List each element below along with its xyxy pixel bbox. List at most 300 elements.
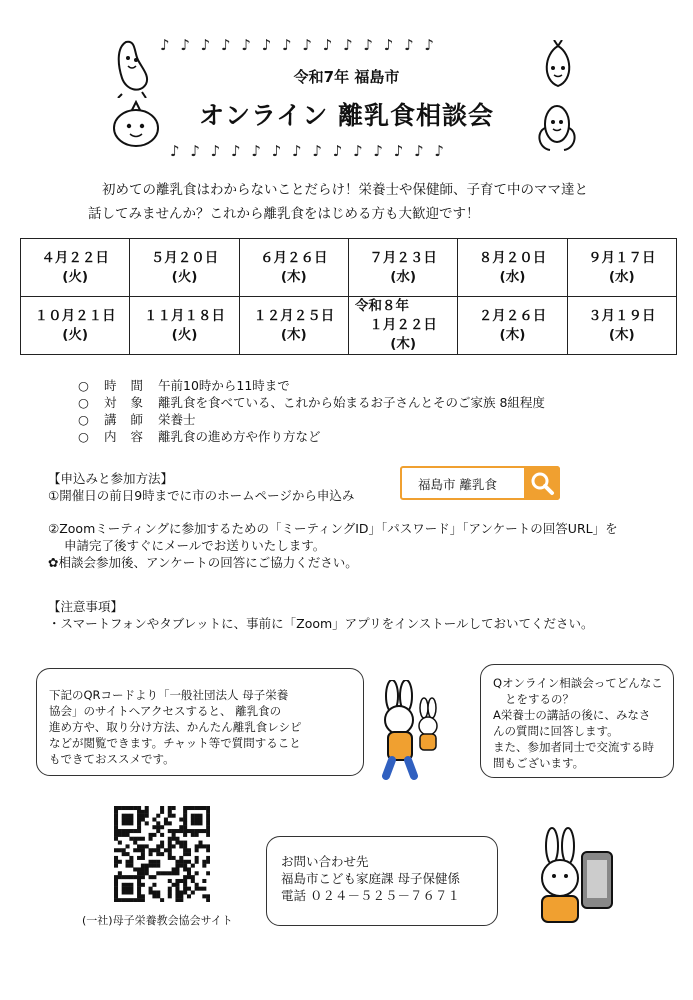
qr-module [145, 867, 149, 871]
qr-module [160, 833, 164, 837]
qr-module [126, 806, 130, 810]
schedule-cell [348, 297, 457, 355]
qr-module [195, 821, 199, 825]
qr-module [149, 887, 153, 891]
application-step-2b: 申請完了後すぐにメールでお送りいたします。 [64, 538, 326, 553]
qr-module [137, 871, 141, 875]
qr-module [175, 864, 179, 868]
qr-module [156, 871, 160, 875]
qr-module [114, 894, 118, 898]
qr-module [168, 887, 172, 891]
qr-module [137, 848, 141, 852]
qr-module [172, 833, 176, 837]
qr-module [160, 898, 164, 902]
qr-module [156, 894, 160, 898]
qr-module [187, 871, 191, 875]
schedule-cell [458, 239, 567, 297]
qr-module [126, 890, 130, 894]
qr-module [191, 833, 195, 837]
qr-module [141, 864, 145, 868]
detail-lecturer [78, 411, 545, 428]
qr-module [175, 898, 179, 902]
qr-module [114, 814, 118, 818]
schedule-date: １０月２１日 [34, 307, 116, 324]
schedule-cell [130, 297, 239, 355]
search-icon [524, 466, 560, 500]
qr-module [149, 837, 153, 841]
qr-module [195, 833, 199, 837]
qr-module [183, 864, 187, 868]
qr-module [141, 894, 145, 898]
qr-module [137, 844, 141, 848]
schedule-row [21, 297, 677, 355]
music-notes-top: ♪ ♪ ♪ ♪ ♪ ♪ ♪ ♪ ♪ ♪ ♪ ♪ ♪ ♪ [160, 36, 438, 54]
search-box[interactable] [400, 466, 560, 500]
qa-line: A栄養士の講話の後に、みなさ [493, 708, 651, 722]
circle-bullet: ○ [78, 429, 89, 444]
qr-module [156, 860, 160, 864]
circle-bullet: ○ [78, 378, 89, 393]
qr-module [168, 844, 172, 848]
schedule-date: ７月２３日 [369, 249, 437, 266]
qr-module [168, 806, 172, 810]
qr-module [195, 806, 199, 810]
qr-module [118, 848, 122, 852]
qr-module [183, 829, 187, 833]
qr-module [183, 860, 187, 864]
qr-module [206, 856, 210, 860]
qr-module [195, 871, 199, 875]
intro-line-1: 初めての離乳食はわからないことだらけ！栄養士や保健師、子育て中のママ達と [102, 182, 588, 198]
schedule-date: ９月１７日 [588, 249, 656, 266]
qa-line: 間もございます。 [493, 756, 585, 770]
schedule-year-prefix: 令和８年 [354, 298, 409, 314]
qr-module [129, 887, 133, 891]
qr-module [114, 829, 118, 833]
qr-module [137, 883, 141, 887]
qr-module [172, 867, 176, 871]
qr-module [118, 860, 122, 864]
qr-module [141, 875, 145, 879]
qr-module [183, 806, 187, 810]
qr-module [122, 814, 126, 818]
qr-module [122, 848, 126, 852]
qr-module [183, 879, 187, 883]
qr-info-text [49, 687, 301, 767]
schedule-day: (木) [280, 268, 307, 285]
qr-module [156, 848, 160, 852]
application-step-1: ①開催日の前日9時までに市のホームページから申込み [48, 488, 355, 503]
qr-module [202, 829, 206, 833]
qr-module [187, 894, 191, 898]
qr-module [129, 856, 133, 860]
qr-module [172, 856, 176, 860]
qr-module [187, 867, 191, 871]
qr-module [195, 848, 199, 852]
contact-phone: 電話 ０２４－５２５－７６７１ [281, 888, 460, 903]
qr-module [137, 825, 141, 829]
detail-value: 離乳食を食べている、これから始まるお子さんとそのご家族 8組程度 [158, 395, 545, 410]
qr-module [172, 844, 176, 848]
intro-line-2: 話してみませんか？これから離乳食をはじめる方も大歓迎です！ [88, 206, 480, 222]
qr-module [191, 814, 195, 818]
qr-module [206, 806, 210, 810]
qr-module [206, 894, 210, 898]
qr-module [202, 860, 206, 864]
detail-time [78, 377, 545, 394]
contact-bubble [266, 836, 498, 926]
qr-module [126, 860, 130, 864]
contact-heading: お問い合わせ先 [281, 854, 369, 869]
schedule-day: (木) [499, 326, 526, 343]
qr-module [126, 829, 130, 833]
schedule-table [20, 238, 677, 355]
qa-line: Qオンライン相談会ってどんなこ [493, 676, 663, 690]
qr-module [168, 856, 172, 860]
schedule-day: (火) [171, 326, 198, 343]
qr-module [206, 833, 210, 837]
qr-module [152, 825, 156, 829]
schedule-day: (火) [62, 268, 89, 285]
qr-module [114, 837, 118, 841]
qr-module [122, 806, 126, 810]
qr-module [137, 867, 141, 871]
qr-module [179, 818, 183, 822]
qr-module [156, 825, 160, 829]
qr-module [175, 894, 179, 898]
qr-module [198, 844, 202, 848]
detail-content [78, 428, 545, 445]
qr-module [175, 887, 179, 891]
qr-module [141, 871, 145, 875]
qr-module [183, 818, 187, 822]
qr-module [129, 814, 133, 818]
detail-value: 栄養士 [158, 412, 196, 427]
qr-module [149, 864, 153, 868]
qr-module [183, 890, 187, 894]
qr-module [114, 825, 118, 829]
qr-module [114, 833, 118, 837]
qr-module [160, 871, 164, 875]
qr-module [137, 875, 141, 879]
schedule-cell [239, 239, 348, 297]
qr-module [172, 814, 176, 818]
qr-module [149, 875, 153, 879]
qr-info-bubble [36, 668, 364, 776]
qr-module [137, 898, 141, 902]
qr-module [168, 879, 172, 883]
caution-heading: 【注意事項】 [48, 599, 124, 614]
qr-module [118, 829, 122, 833]
qr-module [175, 829, 179, 833]
qr-module [179, 894, 183, 898]
qr-module [152, 883, 156, 887]
qr-module [206, 898, 210, 902]
qr-module [206, 860, 210, 864]
qr-module [156, 821, 160, 825]
schedule-row [21, 239, 677, 297]
qr-module [156, 864, 160, 868]
qr-module [183, 841, 187, 845]
qr-module [141, 814, 145, 818]
detail-target [78, 394, 545, 411]
qr-module [168, 829, 172, 833]
qr-module [137, 887, 141, 891]
qr-module [133, 841, 137, 845]
qr-module [137, 810, 141, 814]
qr-module [129, 883, 133, 887]
qr-module [168, 890, 172, 894]
qr-module [179, 864, 183, 868]
qr-module [179, 879, 183, 883]
qr-module [145, 814, 149, 818]
search-button[interactable] [524, 466, 560, 500]
schedule-day: (火) [171, 268, 198, 285]
qr-module [206, 871, 210, 875]
qr-module [160, 852, 164, 856]
qr-module [114, 848, 118, 852]
qr-code-icon[interactable] [114, 806, 210, 902]
qa-line: とをするの？ [505, 692, 574, 706]
qr-module [137, 894, 141, 898]
qr-module [129, 837, 133, 841]
qr-module [137, 890, 141, 894]
qa-bubble [480, 664, 674, 778]
event-subtitle: 令和7年 福島市 [293, 68, 400, 86]
schedule-date: ３月１９日 [588, 307, 656, 324]
qr-module [149, 852, 153, 856]
qr-module [183, 833, 187, 837]
schedule-cell [21, 297, 130, 355]
detail-value: 午前10時から11時まで [158, 378, 290, 393]
qr-module [149, 860, 153, 864]
qr-module [179, 825, 183, 829]
qr-module [183, 883, 187, 887]
qr-module [114, 883, 118, 887]
qr-module [141, 856, 145, 860]
qr-module [195, 856, 199, 860]
qr-module [122, 818, 126, 822]
qr-module [175, 837, 179, 841]
qr-module [187, 875, 191, 879]
qr-module [129, 898, 133, 902]
schedule-date: ５月２０日 [150, 249, 219, 266]
detail-label: 時 間 [104, 378, 148, 393]
qr-module [137, 806, 141, 810]
qr-module [129, 860, 133, 864]
qr-module [179, 890, 183, 894]
qr-module [126, 818, 130, 822]
qr-module [195, 818, 199, 822]
event-title: オンライン 離乳食相談会 [199, 101, 494, 130]
qr-module [137, 818, 141, 822]
qr-module [137, 814, 141, 818]
application-heading: 【申込みと参加方法】 [48, 471, 174, 486]
intro-text [88, 178, 648, 226]
qr-module [195, 829, 199, 833]
qr-module [195, 860, 199, 864]
qr-module [118, 833, 122, 837]
qr-module [183, 821, 187, 825]
qr-module [168, 848, 172, 852]
qr-module [114, 879, 118, 883]
qr-module [183, 887, 187, 891]
qr-module [141, 837, 145, 841]
qr-module [198, 806, 202, 810]
qr-module [172, 837, 176, 841]
schedule-day: (木) [280, 326, 307, 343]
qr-module [179, 844, 183, 848]
qr-module [195, 844, 199, 848]
qr-module [133, 848, 137, 852]
qr-module [191, 829, 195, 833]
caution-text: ・スマートフォンやタブレットに、事前に「Zoom」アプリをインストールしておいてください。 [48, 616, 594, 631]
qr-module [141, 867, 145, 871]
qr-module [187, 806, 191, 810]
qr-module [164, 818, 168, 822]
qr-module [152, 894, 156, 898]
qr-module [145, 821, 149, 825]
qr-module [160, 810, 164, 814]
schedule-date: １１月１８日 [143, 307, 225, 324]
qr-module [114, 887, 118, 891]
schedule-date: ２月２６日 [478, 307, 547, 324]
qr-module [172, 829, 176, 833]
qr-module [114, 821, 118, 825]
qr-module [183, 852, 187, 856]
qr-module [202, 879, 206, 883]
qr-module [137, 856, 141, 860]
qr-module [141, 848, 145, 852]
qr-module [160, 825, 164, 829]
qr-info-line: 下記のQRコードより「一般社団法人 母子栄養 [49, 688, 289, 702]
qr-module [198, 829, 202, 833]
qr-module [114, 864, 118, 868]
qr-module [152, 875, 156, 879]
qr-module [152, 833, 156, 837]
qr-module [164, 871, 168, 875]
qr-module [126, 814, 130, 818]
qr-module [206, 814, 210, 818]
qr-module [168, 841, 172, 845]
contact-dept: 福島市こども家庭課 母子保健係 [281, 871, 460, 886]
qr-module [137, 879, 141, 883]
qr-module [122, 875, 126, 879]
qr-module [191, 864, 195, 868]
qr-module [129, 829, 133, 833]
qr-module [195, 887, 199, 891]
qr-module [122, 829, 126, 833]
qr-module [122, 883, 126, 887]
schedule-cell [567, 297, 676, 355]
qr-module [179, 860, 183, 864]
qr-module [206, 818, 210, 822]
schedule-date: ６月２６日 [260, 249, 328, 266]
rabbit-mascot-icon [362, 680, 462, 780]
qr-module [202, 894, 206, 898]
qr-module [118, 871, 122, 875]
qr-caption: (一社)母子栄養教会協会サイト [82, 914, 233, 927]
qr-module [206, 844, 210, 848]
qr-module [129, 890, 133, 894]
qr-module [206, 821, 210, 825]
qr-module [206, 825, 210, 829]
qr-module [156, 852, 160, 856]
qr-module [122, 852, 126, 856]
qr-info-line: もできておススメです。 [49, 752, 175, 766]
qr-module [137, 821, 141, 825]
qr-module [156, 829, 160, 833]
qr-module [168, 810, 172, 814]
qr-module [187, 860, 191, 864]
qr-module [141, 883, 145, 887]
event-details [78, 377, 545, 445]
qr-module [168, 837, 172, 841]
qr-module [183, 844, 187, 848]
qr-module [141, 844, 145, 848]
qr-module [172, 871, 176, 875]
qr-module [122, 887, 126, 891]
qr-module [118, 898, 122, 902]
schedule-cell [567, 239, 676, 297]
qr-module [145, 871, 149, 875]
qr-module [129, 806, 133, 810]
qr-module [175, 871, 179, 875]
qr-module [114, 818, 118, 822]
qr-info-line: などが閲覧できます。チャット等で質問すること [49, 736, 301, 750]
qr-module [164, 848, 168, 852]
schedule-date: ８月２０日 [478, 249, 547, 266]
qr-module [202, 887, 206, 891]
qr-module [183, 814, 187, 818]
qr-module [187, 848, 191, 852]
qr-module [133, 875, 137, 879]
qr-module [179, 898, 183, 902]
qr-module [141, 898, 145, 902]
qr-module [156, 814, 160, 818]
qr-module [206, 810, 210, 814]
qr-module [183, 825, 187, 829]
qr-module [152, 864, 156, 868]
qr-module [179, 856, 183, 860]
qr-module [183, 867, 187, 871]
schedule-day: (水) [499, 268, 526, 285]
qr-module [191, 890, 195, 894]
detail-value: 離乳食の進め方や作り方など [158, 429, 321, 444]
qr-module [133, 867, 137, 871]
qr-module [118, 841, 122, 845]
qr-module [126, 844, 130, 848]
circle-bullet: ○ [78, 412, 89, 427]
qr-module [175, 860, 179, 864]
schedule-cell [458, 297, 567, 355]
qr-module [168, 894, 172, 898]
qr-module [126, 821, 130, 825]
qr-module [175, 867, 179, 871]
schedule-cell [239, 297, 348, 355]
schedule-cell [130, 239, 239, 297]
qr-module [149, 890, 153, 894]
qr-module [191, 818, 195, 822]
qr-module [202, 806, 206, 810]
qr-module [187, 852, 191, 856]
qa-line: また、参加者同士で交流する時 [493, 740, 654, 754]
schedule-day: (水) [390, 268, 417, 285]
qr-module [133, 898, 137, 902]
qr-module [145, 864, 149, 868]
qr-module [126, 875, 130, 879]
qr-module [149, 833, 153, 837]
